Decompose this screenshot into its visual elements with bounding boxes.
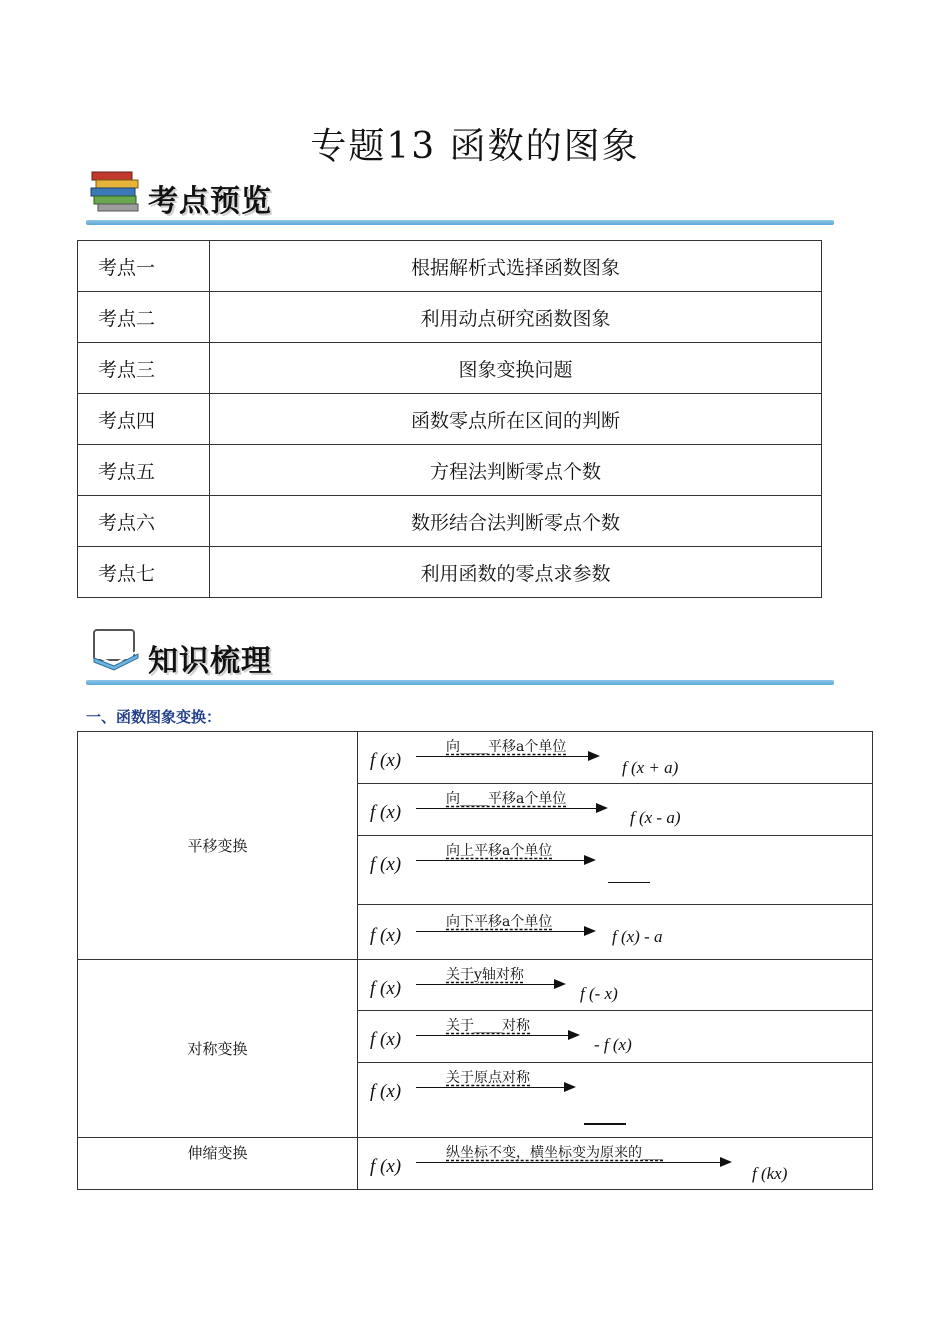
answer-blank bbox=[608, 882, 650, 883]
section-header-zhishi bbox=[86, 626, 836, 686]
section-title-kaodian: 考点预览 bbox=[148, 184, 272, 219]
section-divider bbox=[86, 220, 834, 225]
arrow-line bbox=[416, 756, 590, 757]
formula-cell bbox=[358, 1138, 873, 1190]
arrow-line bbox=[416, 860, 586, 861]
formula-right: f (x + a) bbox=[622, 758, 679, 777]
formula-right: f (x - a) bbox=[630, 808, 681, 827]
arrow-head-icon bbox=[568, 1030, 580, 1040]
category-translate: 平移变换 bbox=[78, 732, 358, 960]
arrow-line bbox=[416, 984, 556, 985]
kaodian-table bbox=[77, 240, 822, 598]
kaodian-value: 函数零点所在区间的判断 bbox=[210, 394, 822, 445]
arrow-label: 纵坐标不变，横坐标变为原来的___ bbox=[446, 1145, 663, 1161]
arrow-head-icon bbox=[584, 926, 596, 936]
arrow-head-icon bbox=[554, 979, 566, 989]
arrow-label: 关于y轴对称 bbox=[446, 967, 524, 983]
kaodian-key: 考点五 bbox=[78, 445, 210, 496]
open-book-icon bbox=[88, 626, 144, 674]
arrow-label: 关于原点对称 bbox=[446, 1070, 530, 1086]
category-stretch: 伸缩变换 bbox=[78, 1138, 358, 1190]
table-row bbox=[78, 732, 873, 784]
formula-left: f (x) bbox=[370, 978, 402, 999]
formula-cell bbox=[358, 1063, 873, 1138]
arrow bbox=[416, 911, 606, 941]
arrow-line bbox=[416, 1162, 722, 1163]
table-row bbox=[78, 547, 822, 598]
arrow-head-icon bbox=[584, 855, 596, 865]
formula-cell bbox=[358, 905, 873, 960]
formula-cell bbox=[358, 836, 873, 905]
kaodian-value: 数形结合法判断零点个数 bbox=[210, 496, 822, 547]
subheading: 一、函数图象变换： bbox=[86, 708, 222, 726]
arrow bbox=[416, 1015, 596, 1045]
page-title: 专题13 函数的图象 bbox=[310, 126, 640, 167]
arrow bbox=[416, 840, 606, 870]
arrow-head-icon bbox=[596, 803, 608, 813]
formula-left: f (x) bbox=[370, 802, 402, 823]
arrow-label: 向下平移a个单位 bbox=[446, 914, 553, 930]
formula-left: f (x) bbox=[370, 854, 402, 875]
transform-table bbox=[77, 731, 873, 1190]
arrow bbox=[416, 1142, 736, 1172]
table-row bbox=[78, 1138, 873, 1190]
formula-cell bbox=[358, 732, 873, 784]
formula-left: f (x) bbox=[370, 1156, 402, 1177]
kaodian-value: 利用动点研究函数图象 bbox=[210, 292, 822, 343]
formula-left: f (x) bbox=[370, 1029, 402, 1050]
kaodian-key: 考点三 bbox=[78, 343, 210, 394]
arrow-label: 向上平移a个单位 bbox=[446, 843, 553, 859]
arrow-line bbox=[416, 931, 586, 932]
section-divider bbox=[86, 680, 834, 685]
table-row bbox=[78, 496, 822, 547]
formula-right: - f (x) bbox=[594, 1035, 632, 1054]
arrow-head-icon bbox=[564, 1082, 576, 1092]
arrow-head-icon bbox=[588, 751, 600, 761]
kaodian-key: 考点六 bbox=[78, 496, 210, 547]
kaodian-key: 考点二 bbox=[78, 292, 210, 343]
kaodian-key: 考点四 bbox=[78, 394, 210, 445]
formula-right: f (- x) bbox=[580, 984, 618, 1003]
section-title-zhishi: 知识梳理 bbox=[148, 644, 272, 679]
books-icon bbox=[88, 166, 144, 214]
table-row bbox=[78, 445, 822, 496]
section-header-kaodian bbox=[86, 166, 836, 226]
table-row bbox=[78, 343, 822, 394]
answer-blank bbox=[584, 1123, 626, 1125]
arrow-label: 向____平移a个单位 bbox=[446, 791, 567, 807]
table-row bbox=[78, 241, 822, 292]
category-symmetry: 对称变换 bbox=[78, 960, 358, 1138]
formula-cell bbox=[358, 1011, 873, 1063]
formula-left: f (x) bbox=[370, 925, 402, 946]
arrow-label: 关于____对称 bbox=[446, 1018, 530, 1034]
arrow-line bbox=[416, 808, 598, 809]
arrow-line bbox=[416, 1087, 566, 1088]
kaodian-value: 图象变换问题 bbox=[210, 343, 822, 394]
table-row bbox=[78, 292, 822, 343]
formula-right: f (kx) bbox=[752, 1164, 788, 1183]
arrow bbox=[416, 964, 566, 994]
formula-right: f (x) - a bbox=[612, 927, 663, 946]
arrow-head-icon bbox=[720, 1157, 732, 1167]
formula-left: f (x) bbox=[370, 750, 402, 771]
kaodian-value: 根据解析式选择函数图象 bbox=[210, 241, 822, 292]
kaodian-key: 考点七 bbox=[78, 547, 210, 598]
kaodian-key: 考点一 bbox=[78, 241, 210, 292]
table-row bbox=[78, 960, 873, 1011]
formula-left: f (x) bbox=[370, 1081, 402, 1102]
table-row bbox=[78, 394, 822, 445]
kaodian-value: 利用函数的零点求参数 bbox=[210, 547, 822, 598]
formula-cell bbox=[358, 960, 873, 1011]
arrow-label: 向____平移a个单位 bbox=[446, 739, 567, 755]
formula-cell bbox=[358, 784, 873, 836]
arrow bbox=[416, 788, 616, 818]
arrow bbox=[416, 1067, 586, 1097]
arrow-line bbox=[416, 1035, 570, 1036]
kaodian-value: 方程法判断零点个数 bbox=[210, 445, 822, 496]
arrow bbox=[416, 736, 606, 766]
